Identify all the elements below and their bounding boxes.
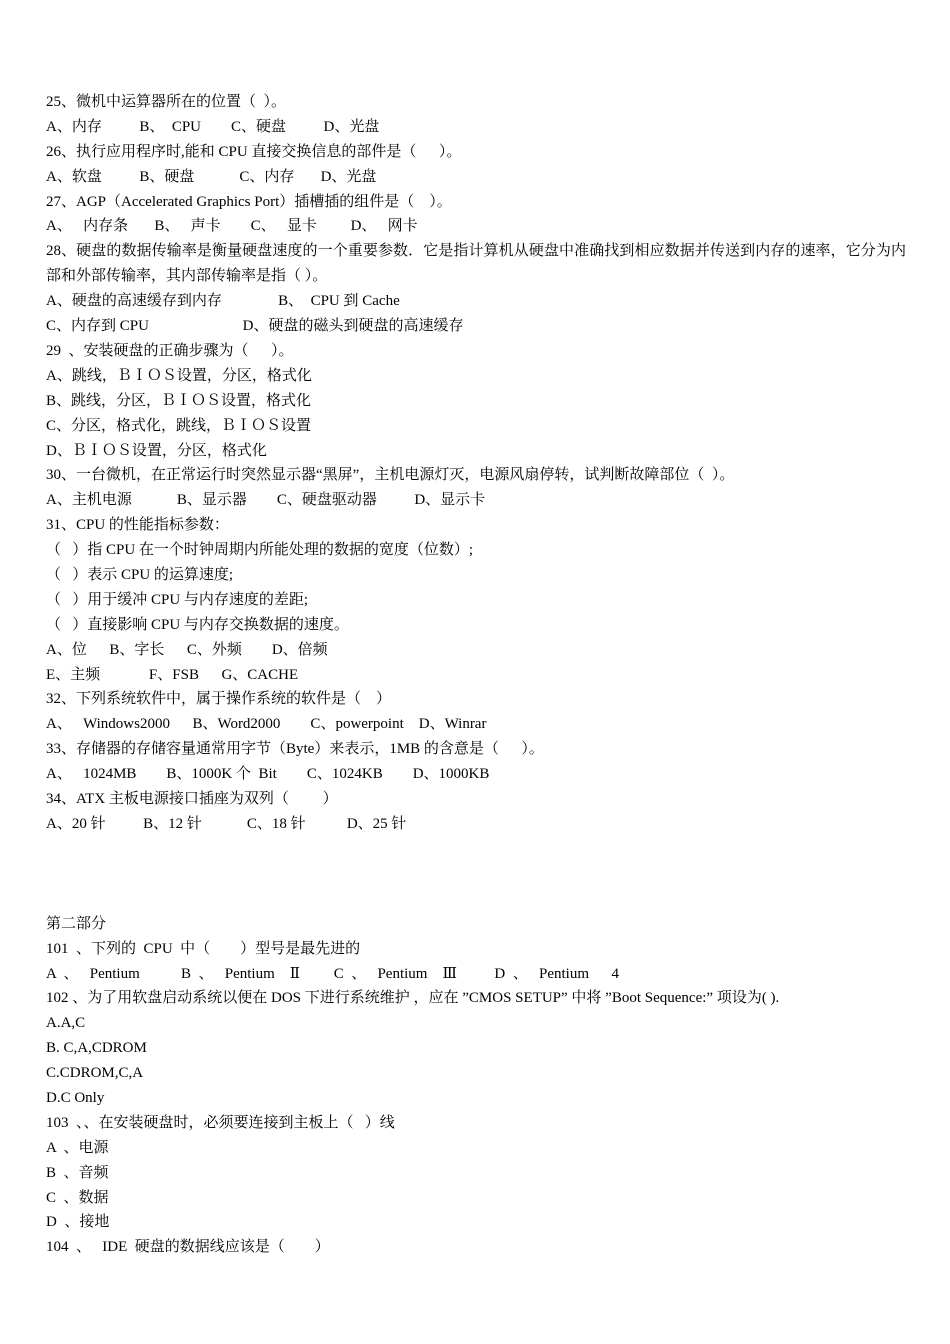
text-line: A、 Windows2000 B、Word2000 C、powerpoint D、Winrar bbox=[46, 716, 487, 733]
text-line: A、跳线，ＢＩＯＳ设置，分区，格式化 bbox=[46, 367, 312, 384]
text-line: A、 1024MB B、1000K 个 Bit C、1024KB D、1000KB bbox=[46, 766, 490, 783]
question-28: 28、硬盘的数据传输率是衡量硬盘速度的一个重要参数．它是指计算机从硬盘中准确找到相应数据并传送到内存的速率，它分为内部和外部传输率，其内部传输率是指（ ）。 bbox=[46, 243, 906, 285]
text-line: A、 内存条 B、 声卡 C、 显卡 D、 网卡 bbox=[46, 218, 418, 235]
document-page bbox=[46, 90, 906, 1260]
text-line: D、ＢＩＯＳ设置，分区，格式化 bbox=[46, 442, 267, 459]
text-line: B. C,A,CDROM bbox=[46, 1040, 147, 1057]
text-line: A、内存 B、 CPU C、硬盘 D、光盘 bbox=[46, 118, 380, 135]
text-line: A、软盘 B、硬盘 C、内存 D、光盘 bbox=[46, 168, 377, 185]
text-line: E、主频 F、FSB G、CACHE bbox=[46, 666, 299, 683]
text-line: 104 、 IDE 硬盘的数据线应该是（ ） bbox=[46, 1239, 330, 1256]
text-line: C 、数据 bbox=[46, 1189, 109, 1206]
text-line: A.A,C bbox=[46, 1015, 86, 1032]
text-line: 33、存储器的存储容量通常用字节（Byte）来表示，1MB 的含意是（ ）。 bbox=[46, 741, 544, 758]
text-line: （ ）用于缓冲 CPU 与内存速度的差距; bbox=[46, 591, 309, 608]
text-line: 30、一台微机，在正常运行时突然显示器“黑屏”，主机电源灯灭，电源风扇停转，试判断故障部位（ ）。 bbox=[46, 467, 735, 484]
section-heading: 第二部分 bbox=[46, 915, 107, 932]
text-line: C.CDROM,C,A bbox=[46, 1065, 144, 1082]
text-line: A、位 B、字长 C、外频 D、倍频 bbox=[46, 641, 328, 658]
text-line: （ ）指 CPU 在一个时钟周期内所能处理的数据的宽度（位数）; bbox=[46, 542, 474, 559]
text-line: A、主机电源 B、显示器 C、硬盘驱动器 D、显示卡 bbox=[46, 492, 486, 509]
lines-part3 bbox=[46, 912, 906, 987]
text-line: D 、接地 bbox=[46, 1214, 110, 1231]
text-line: 32、下列系统软件中，属于操作系统的软件是（ ） bbox=[46, 691, 392, 708]
text-line: 29 、安装硬盘的正确步骤为（ ）。 bbox=[46, 342, 294, 359]
text-line: （ ）表示 CPU 的运算速度; bbox=[46, 566, 234, 583]
lines-part1 bbox=[46, 90, 906, 239]
text-line: 101 、下列的 CPU 中（ ）型号是最先进的 bbox=[46, 940, 361, 957]
text-line: C、内存到 CPU D、硬盘的磁头到硬盘的高速缓存 bbox=[46, 318, 464, 335]
text-line: B 、音频 bbox=[46, 1164, 109, 1181]
text-line: 34、ATX 主板电源接口插座为双列（ ） bbox=[46, 790, 338, 807]
text-line: （ ）直接影响 CPU 与内存交换数据的速度。 bbox=[46, 616, 349, 633]
text-line: 103 、、在安装硬盘时，必须要连接到主板上（ ）线 bbox=[46, 1114, 395, 1131]
lines-part4 bbox=[46, 1011, 906, 1260]
text-line: B、跳线，分区，ＢＩＯＳ设置，格式化 bbox=[46, 392, 312, 409]
text-line: A 、电源 bbox=[46, 1139, 109, 1156]
text-line: A、20 针 B、12 针 C、18 针 D、25 针 bbox=[46, 815, 407, 832]
text-line: 26、执行应用程序时,能和 CPU 直接交换信息的部件是（ ）。 bbox=[46, 143, 462, 160]
text-line: A 、 Pentium B 、 Pentium Ⅱ C 、 Pentium Ⅲ D 、 Pentium 4 bbox=[46, 965, 620, 982]
text-line: 31、CPU 的性能指标参数： bbox=[46, 517, 229, 534]
text-line: 25、微机中运算器所在的位置（ ）。 bbox=[46, 94, 287, 110]
text-line: D.C Only bbox=[46, 1090, 105, 1106]
text-line: C、分区，格式化，跳线，ＢＩＯＳ设置 bbox=[46, 417, 312, 434]
text-line: A、硬盘的高速缓存到内存 B、 CPU 到 Cache bbox=[46, 293, 400, 310]
section-gap bbox=[46, 837, 906, 912]
question-102: 102 、为了用软盘启动系统以便在 DOS 下进行系统维护 ，应在 ”CMOS SETUP” 中将 ”Boot Sequence:” 项设为( ). bbox=[46, 990, 780, 1007]
text-line: 27、AGP（Accelerated Graphics Port）插槽插的组件是（ ）。 bbox=[46, 193, 452, 210]
lines-part2 bbox=[46, 289, 906, 837]
